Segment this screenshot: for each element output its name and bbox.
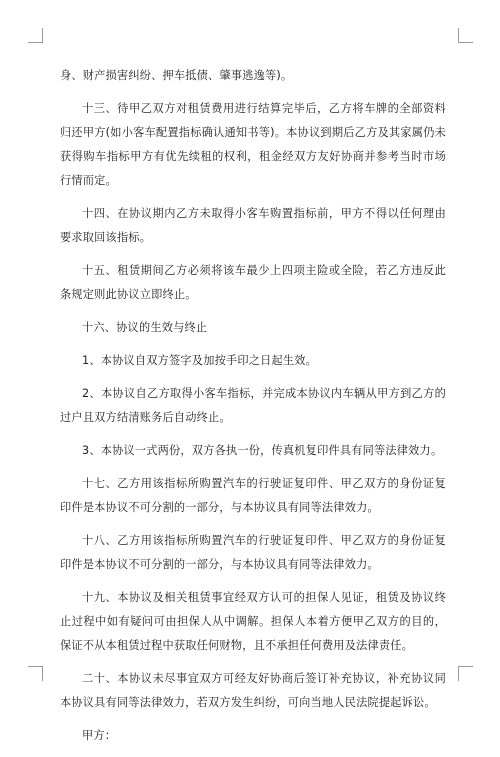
crop-mark-bottom-right	[458, 666, 473, 681]
paragraph-clause-17: 十七、乙方用该指标所购置汽车的行驶证复印件、甲乙双方的身份证复印件是本协议不可分割的一部分，与本协议具有同等法律效力。	[60, 477, 446, 514]
paragraph-clause-16-item-3: 3、本协议一式两份，双方各执一份，传真机复印件具有同等法律效力。	[82, 444, 443, 457]
crop-mark-top-left	[28, 28, 43, 43]
paragraph-clause-19: 十九、本协议及相关租赁事宜经双方认可的担保人见证，租赁及协议终止过程中如有疑问可由担保人从中调解。担保人本着方便甲乙双方的目的，保证不从本租赁过程中获取任何财物，且不承担任何费用及法律责任。	[60, 591, 446, 652]
signature-party-a-label: 甲方：	[82, 729, 117, 742]
document-body	[60, 64, 446, 757]
paragraph-clause-13: 十三、待甲乙双方对租赁费用进行结算完毕后，乙方将车牌的全部资料归还甲方(如小客车配置指标确认通知书等)。本协议到期后乙方及其家属仍未获得购车指标甲方有优先续租的权利，租金经双方友好协商并参考当时市场行情而定。	[60, 102, 446, 187]
paragraph-clause-20: 二十、本协议未尽事宜双方可经友好协商后签订补充协议，补充协议同本协议具有同等法律效力，若双方发生纠纷，可向当地人民法院提起诉讼。	[60, 672, 446, 709]
paragraph-clause-16-heading: 十六、协议的生效与终止	[82, 321, 208, 334]
paragraph-clause-15: 十五、租赁期间乙方必须将该车最少上四项主险或全险，若乙方违反此条规定则此协议立即终止。	[60, 264, 446, 301]
paragraph-clause-18: 十八、乙方用该指标所购置汽车的行驶证复印件、甲乙双方的身份证复印件是本协议不可分割的一部分，与本协议具有同等法律效力。	[60, 534, 446, 571]
paragraph-continuation: 身、财产损害纠纷、押车抵债、肇事逃逸等)。	[60, 69, 293, 82]
crop-mark-bottom-left	[28, 666, 43, 681]
crop-mark-top-right	[458, 28, 473, 43]
paragraph-clause-16-item-1: 1、本协议自双方签字及加按手印之日起生效。	[82, 354, 318, 367]
paragraph-clause-16-item-2: 2、本协议自乙方取得小客车指标，并完成本协议内车辆从甲方到乙方的过户且双方结清账务后自动终止。	[60, 387, 446, 424]
paragraph-clause-14: 十四、在协议期内乙方未取得小客车购置指标前，甲方不得以任何理由要求取回该指标。	[60, 207, 446, 244]
